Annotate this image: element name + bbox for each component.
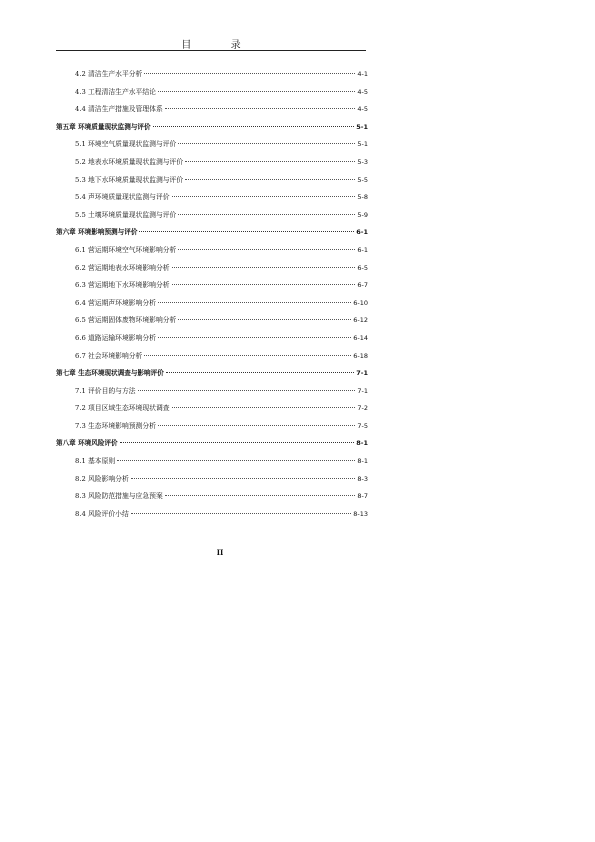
- toc-dot-leader: [158, 91, 355, 92]
- toc-entry-title: 6.1 营运期环境空气环境影响分析: [75, 245, 177, 254]
- header-divider: [56, 50, 366, 51]
- toc-section-entry[interactable]: [56, 101, 368, 119]
- toc-entry-page: 6-12: [353, 316, 368, 325]
- toc-chapter-entry[interactable]: [56, 119, 368, 137]
- toc-entry-page: 4-5: [357, 87, 368, 96]
- toc-entry-title: 6.7 社会环境影响分析: [75, 351, 143, 360]
- toc-entry-title: 第八章 环境风险评价: [56, 439, 118, 448]
- toc-entry-page: 8-7: [357, 492, 368, 501]
- toc-dot-leader: [139, 231, 354, 232]
- toc-entry-page: 6-7: [357, 281, 368, 290]
- toc-entry-title: 4.2 清洁生产水平分析: [75, 70, 143, 78]
- toc-entry-title: 第七章 生态环境现状调查与影响评价: [56, 369, 164, 378]
- toc-entry-page: 8-13: [353, 509, 368, 518]
- toc-section-entry[interactable]: [56, 488, 368, 506]
- toc-dot-leader: [144, 355, 351, 356]
- toc-section-entry[interactable]: [56, 136, 368, 154]
- toc-entry-page: 8-3: [357, 474, 368, 483]
- toc-section-entry[interactable]: [56, 189, 368, 207]
- toc-entry-page: 7-5: [357, 421, 368, 430]
- toc-entry-page: 6-14: [353, 333, 368, 342]
- toc-entry-title: 5.5 土壤环境质量现状监测与评价: [75, 210, 177, 219]
- toc-entry-title: 5.4 声环境质量现状监测与评价: [75, 193, 170, 202]
- toc-section-entry[interactable]: [56, 260, 368, 278]
- toc-entry-title: 6.5 营运期固体废物环境影响分析: [75, 316, 177, 325]
- toc-dot-leader: [185, 179, 355, 180]
- toc-section-entry[interactable]: [56, 242, 368, 260]
- table-of-contents: [56, 66, 368, 523]
- toc-dot-leader: [138, 390, 356, 391]
- toc-section-entry[interactable]: [56, 453, 368, 471]
- toc-entry-title: 6.2 营运期地表水环境影响分析: [75, 263, 170, 272]
- toc-section-entry[interactable]: [56, 277, 368, 295]
- toc-entry-title: 7.3 生态环境影响预测分析: [75, 421, 156, 430]
- toc-entry-page: 4-1: [357, 70, 368, 78]
- toc-entry-page: 6-5: [357, 263, 368, 272]
- toc-entry-page: 6-18: [353, 351, 368, 360]
- toc-section-entry[interactable]: [56, 383, 368, 401]
- toc-dot-leader: [172, 284, 356, 285]
- toc-entry-title: 8.2 风险影响分析: [75, 474, 129, 483]
- toc-dot-leader: [158, 302, 351, 303]
- toc-entry-title: 4.3 工程清洁生产水平结论: [75, 87, 156, 96]
- toc-entry-title: 7.2 项目区域生态环境现状调查: [75, 404, 170, 413]
- toc-dot-leader: [158, 425, 355, 426]
- toc-entry-page: 8-1: [357, 457, 368, 466]
- toc-entry-page: 5-5: [357, 175, 368, 184]
- toc-section-entry[interactable]: [56, 84, 368, 102]
- toc-entry-title: 8.4 风险评价小结: [75, 509, 129, 518]
- toc-dot-leader: [172, 196, 356, 197]
- toc-header-title: 目 录: [181, 40, 259, 51]
- toc-section-entry[interactable]: [56, 66, 368, 84]
- page-number: II: [216, 548, 224, 557]
- toc-section-entry[interactable]: [56, 312, 368, 330]
- toc-entry-title: 5.2 地表水环境质量现状监测与评价: [75, 157, 184, 166]
- toc-entry-title: 6.4 营运期声环境影响分析: [75, 298, 156, 307]
- toc-section-entry[interactable]: [56, 471, 368, 489]
- toc-entry-page: 5-9: [357, 210, 368, 219]
- toc-dot-leader: [166, 372, 354, 373]
- toc-entry-page: 7-2: [357, 404, 368, 413]
- toc-dot-leader: [131, 478, 356, 479]
- toc-dot-leader: [158, 337, 351, 338]
- toc-entry-title: 7.1 评价目的与方法: [75, 386, 136, 395]
- toc-dot-leader: [131, 513, 351, 514]
- toc-chapter-entry[interactable]: [56, 224, 368, 242]
- toc-dot-leader: [165, 108, 356, 109]
- toc-entry-title: 4.4 清洁生产措施及管理体系: [75, 105, 163, 114]
- toc-entry-page: 7-1: [357, 386, 368, 395]
- toc-entry-title: 5.3 地下水环境质量现状监测与评价: [75, 175, 184, 184]
- toc-entry-page: 6-1: [357, 245, 368, 254]
- toc-entry-title: 6.6 道路运输环境影响分析: [75, 333, 156, 342]
- toc-section-entry[interactable]: [56, 506, 368, 524]
- toc-entry-page: 5-1: [356, 122, 368, 131]
- toc-entry-page: 5-8: [357, 193, 368, 202]
- toc-entry-page: 8-1: [356, 439, 368, 448]
- toc-entry-title: 8.3 风险防范措施与应急预案: [75, 492, 163, 501]
- toc-section-entry[interactable]: [56, 154, 368, 172]
- toc-entry-page: 7-1: [356, 369, 368, 378]
- toc-dot-leader: [117, 460, 355, 461]
- toc-entry-title: 第六章 环境影响预测与评价: [56, 228, 138, 237]
- toc-section-entry[interactable]: [56, 172, 368, 190]
- toc-entry-title: 6.3 营运期地下水环境影响分析: [75, 281, 170, 290]
- toc-entry-page: 5-1: [357, 140, 368, 149]
- toc-entry-page: 6-10: [353, 298, 368, 307]
- toc-dot-leader: [178, 319, 351, 320]
- toc-dot-leader: [172, 267, 356, 268]
- toc-entry-title: 8.1 基本原则: [75, 457, 116, 466]
- toc-dot-leader: [185, 161, 355, 162]
- toc-section-entry[interactable]: [56, 348, 368, 366]
- toc-dot-leader: [172, 407, 356, 408]
- toc-dot-leader: [178, 214, 355, 215]
- toc-dot-leader: [144, 73, 355, 74]
- toc-dot-leader: [153, 126, 355, 127]
- toc-dot-leader: [178, 143, 355, 144]
- toc-section-entry[interactable]: [56, 330, 368, 348]
- toc-dot-leader: [178, 249, 355, 250]
- toc-entry-page: 4-5: [357, 105, 368, 114]
- toc-section-entry[interactable]: [56, 207, 368, 225]
- toc-dot-leader: [120, 442, 355, 443]
- toc-section-entry[interactable]: [56, 295, 368, 313]
- toc-section-entry[interactable]: [56, 400, 368, 418]
- toc-dot-leader: [165, 495, 356, 496]
- toc-section-entry[interactable]: [56, 418, 368, 436]
- toc-chapter-entry[interactable]: [56, 365, 368, 383]
- toc-entry-title: 5.1 环境空气质量现状监测与评价: [75, 140, 177, 149]
- toc-entry-title: 第五章 环境质量现状监测与评价: [56, 122, 151, 131]
- toc-chapter-entry[interactable]: [56, 435, 368, 453]
- toc-entry-page: 5-3: [357, 157, 368, 166]
- toc-entry-page: 6-1: [356, 228, 368, 237]
